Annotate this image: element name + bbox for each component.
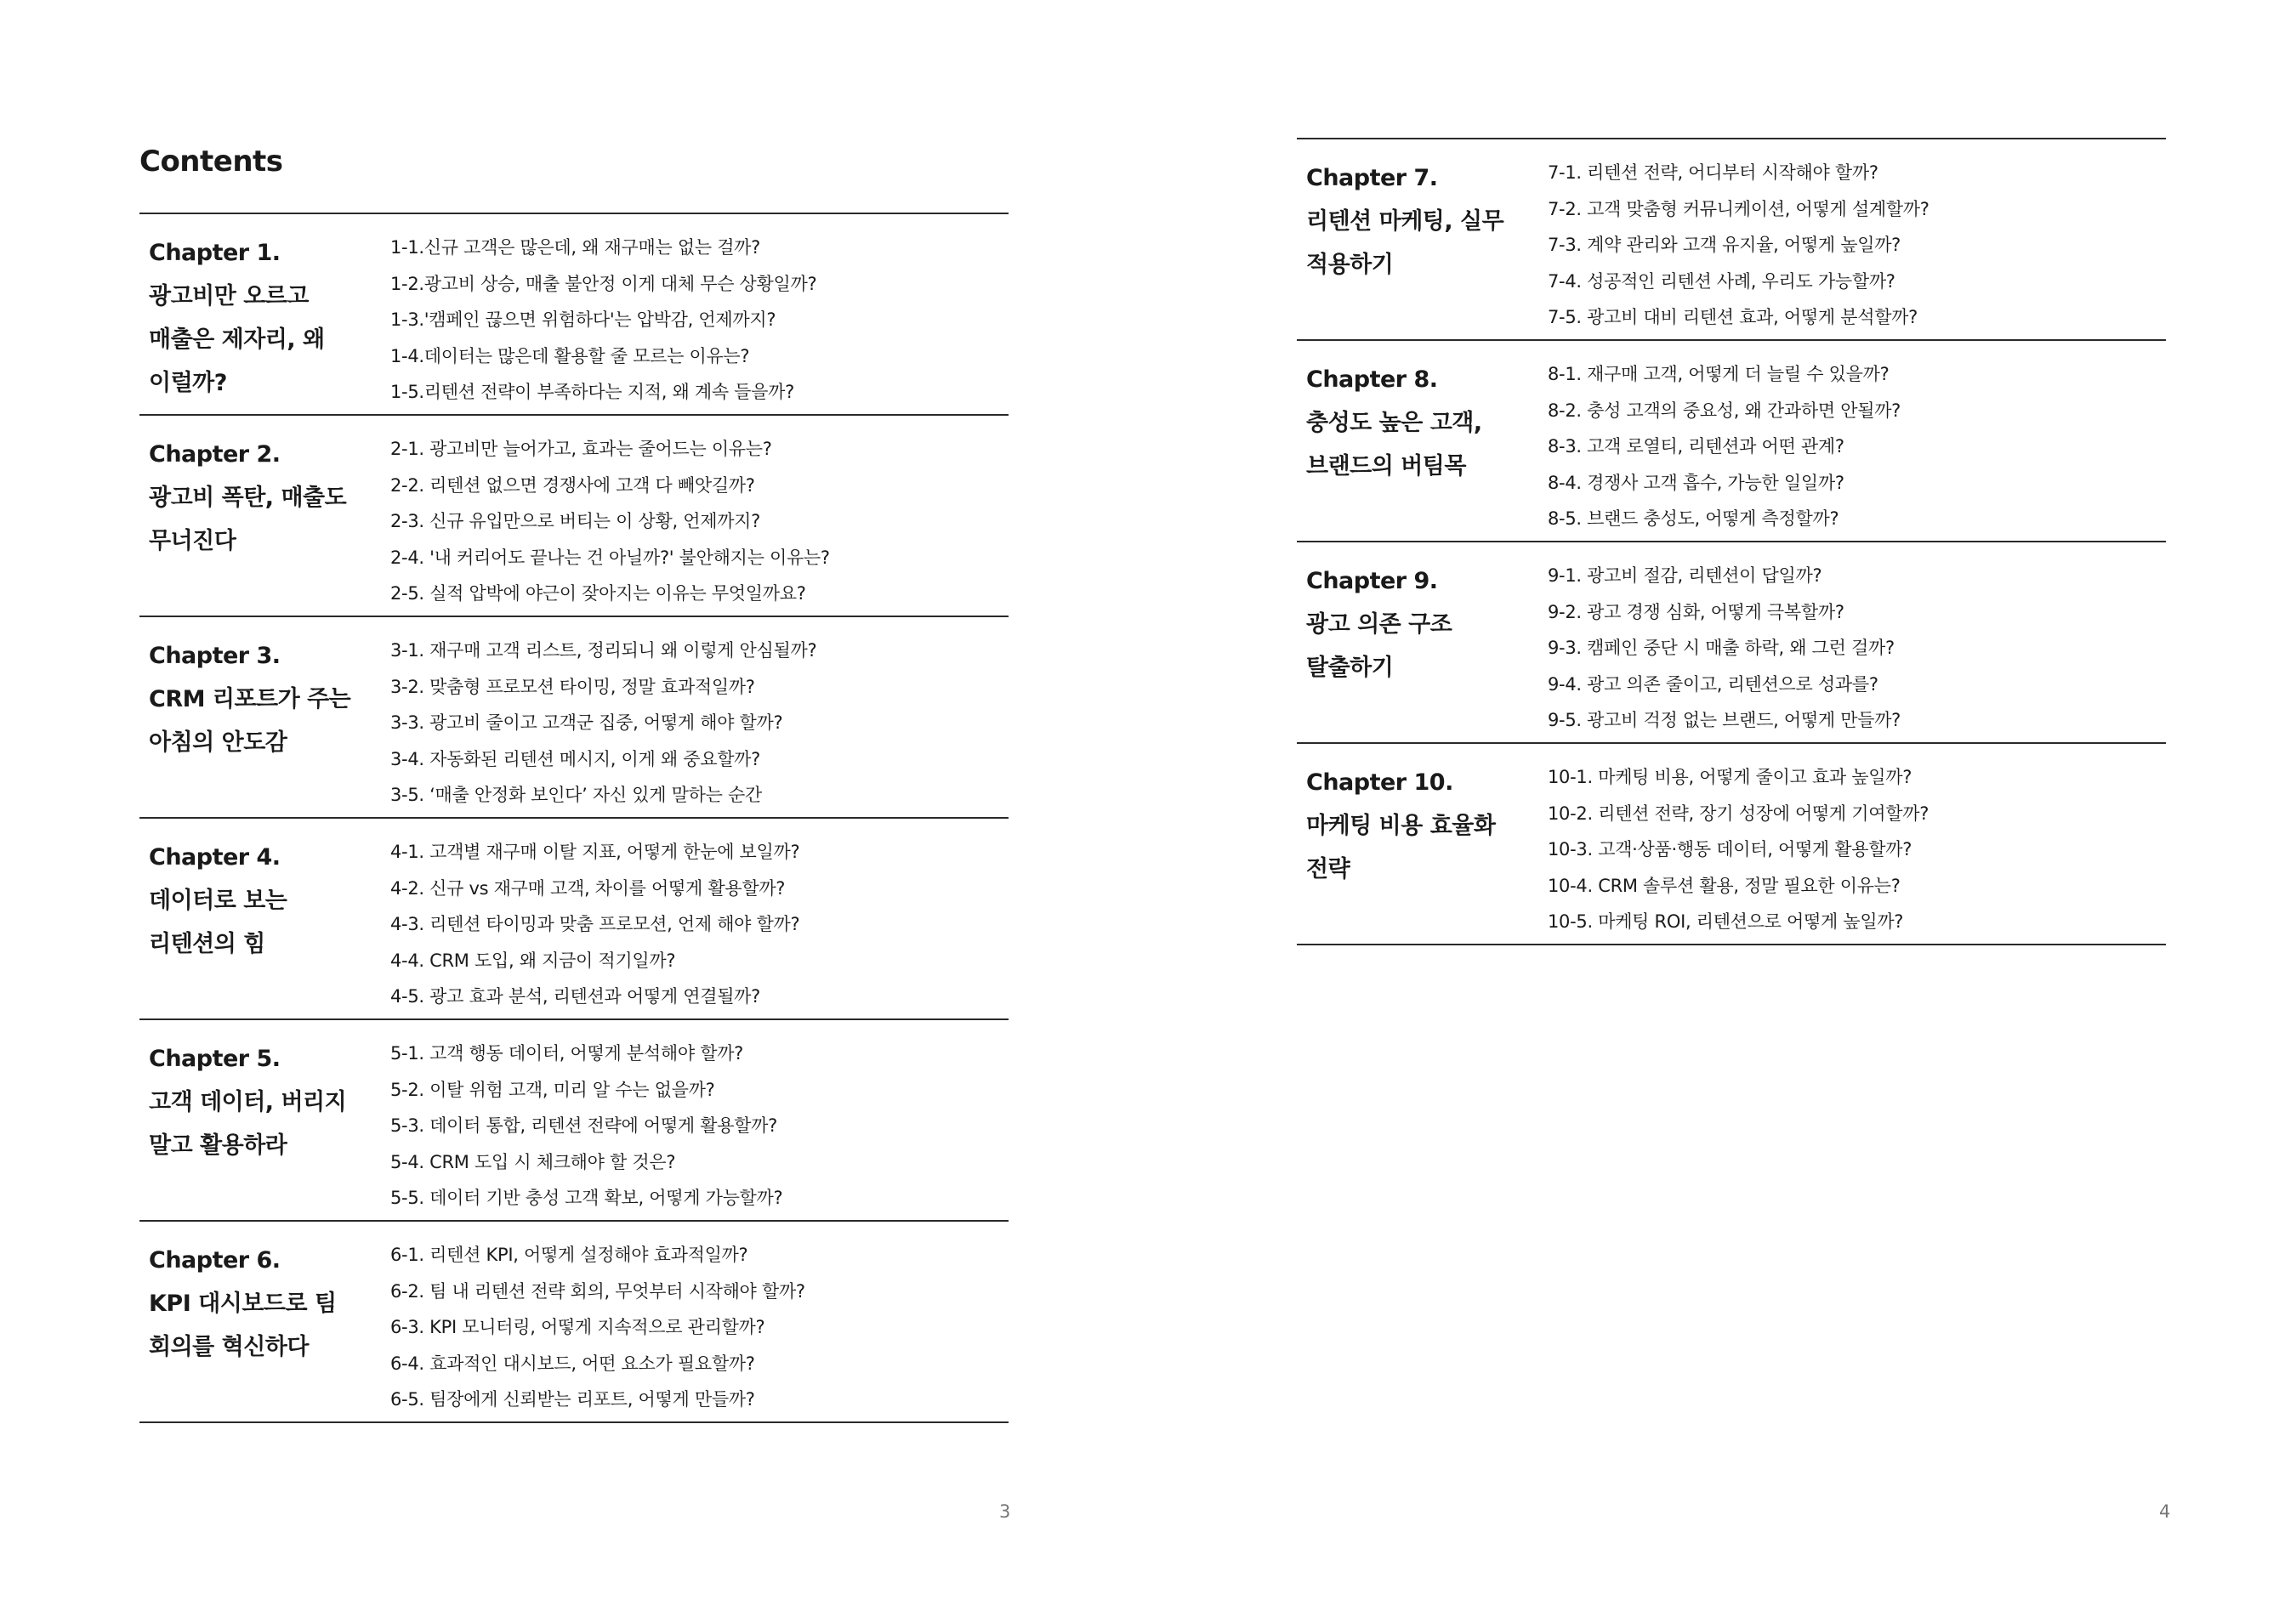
section-item: 1-4.데이터는 많은데 활용할 줄 모르는 이유는?	[390, 345, 750, 366]
section-item: 9-1. 광고비 절감, 리텐션이 답일까?	[1548, 565, 1822, 586]
section-list	[1548, 356, 1901, 537]
chapter-number: Chapter 2.	[149, 441, 281, 468]
section-list	[390, 230, 816, 411]
toc-right	[1297, 138, 2166, 945]
section-item: 4-4. CRM 도입, 왜 지금이 적기일까?	[390, 950, 676, 971]
section-item: 9-2. 광고 경쟁 심화, 어떻게 극복할까?	[1548, 601, 1844, 622]
section-item: 5-4. CRM 도입 시 체크해야 할 것은?	[390, 1151, 676, 1172]
section-list	[1548, 155, 1929, 336]
chapter-title: CRM 리포트가 주는 아침의 안도감	[149, 686, 351, 756]
chapter-number: Chapter 1.	[149, 240, 281, 266]
section-item: 7-4. 성공적인 리텐션 사례, 우리도 가능할까?	[1548, 270, 1895, 292]
section-item: 1-2.광고비 상승, 매출 불안정 이게 대체 무슨 상황일까?	[390, 273, 817, 294]
page-number: 3	[999, 1501, 1011, 1522]
section-item: 3-1. 재구매 고객 리스트, 정리되니 왜 이렇게 안심될까?	[390, 640, 817, 661]
section-item: 7-1. 리텐션 전략, 어디부터 시작해야 할까?	[1548, 162, 1878, 183]
chapter-title: 충성도 높은 고객, 브랜드의 버팀목	[1306, 410, 1482, 479]
chapter-number: Chapter 8.	[1306, 366, 1438, 393]
section-item: 9-3. 캠페인 중단 시 매출 하락, 왜 그런 걸까?	[1548, 638, 1895, 659]
chapter-number: Chapter 10.	[1306, 769, 1453, 796]
chapter-3	[139, 617, 1009, 819]
section-item: 3-5. ‘매출 안정화 보인다’ 자신 있게 말하는 순간	[390, 785, 762, 806]
chapter-1	[139, 214, 1009, 416]
section-item: 8-4. 경쟁사 고객 흡수, 가능한 일일까?	[1548, 472, 1844, 493]
section-item: 1-3.'캠페인 끊으면 위험하다'는 압박감, 언제까지?	[390, 309, 776, 331]
section-item: 3-2. 맞춤형 프로모션 타이밍, 정말 효과적일까?	[390, 676, 755, 697]
section-item: 6-2. 팀 내 리텐션 전략 회의, 무엇부터 시작해야 할까?	[390, 1280, 805, 1302]
contents-title: Contents	[139, 145, 283, 179]
right-page	[1148, 0, 2296, 1617]
chapter-title: 데이터로 보는 리텐션의 힘	[149, 888, 287, 957]
section-item: 10-4. CRM 솔루션 활용, 정말 필요한 이유는?	[1548, 875, 1901, 896]
chapter-number: Chapter 4.	[149, 844, 281, 871]
section-item: 3-3. 광고비 줄이고 고객군 집중, 어떻게 해야 할까?	[390, 712, 783, 734]
chapter-title: KPI 대시보드로 팀 회의를 혁신하다	[149, 1291, 337, 1360]
chapter-9	[1297, 542, 2166, 744]
chapter-title: 고객 데이터, 버리지 말고 활용하라	[149, 1089, 347, 1159]
section-item: 10-5. 마케팅 ROI, 리텐션으로 어떻게 높일까?	[1548, 911, 1904, 933]
section-item: 4-3. 리텐션 타이밍과 맞춤 프로모션, 언제 해야 할까?	[390, 914, 800, 935]
chapter-number: Chapter 5.	[149, 1046, 281, 1072]
section-item: 8-3. 고객 로열티, 리텐션과 어떤 관계?	[1548, 436, 1844, 457]
chapter-5	[139, 1020, 1009, 1222]
section-item: 4-5. 광고 효과 분석, 리텐션과 어떻게 연결될까?	[390, 986, 761, 1007]
section-item: 6-1. 리텐션 KPI, 어떻게 설정해야 효과적일까?	[390, 1245, 748, 1265]
section-item: 8-5. 브랜드 충성도, 어떻게 측정할까?	[1548, 508, 1839, 530]
section-item: 4-1. 고객별 재구매 이탈 지표, 어떻게 한눈에 보일까?	[390, 842, 800, 862]
section-item: 7-3. 계약 관리와 고객 유지율, 어떻게 높일까?	[1548, 235, 1901, 256]
chapter-4	[139, 819, 1009, 1020]
section-item: 1-5.리텐션 전략이 부족하다는 지적, 왜 계속 들을까?	[390, 382, 794, 403]
section-item: 2-3. 신규 유입만으로 버티는 이 상황, 언제까지?	[390, 511, 761, 532]
section-item: 6-4. 효과적인 대시보드, 어떤 요소가 필요할까?	[390, 1353, 755, 1374]
section-item: 2-5. 실적 압박에 야근이 잦아지는 이유는 무엇일까요?	[390, 583, 806, 604]
section-item: 6-5. 팀장에게 신뢰받는 리포트, 어떻게 만들까?	[390, 1389, 755, 1410]
chapter-number: Chapter 7.	[1306, 165, 1438, 191]
chapter-8	[1297, 341, 2166, 542]
chapter-number: Chapter 6.	[149, 1247, 281, 1274]
chapter-title: 광고비만 오르고 매출은 제자리, 왜 이럴까?	[149, 283, 325, 396]
section-item: 9-5. 광고비 걱정 없는 브랜드, 어떻게 만들까?	[1548, 710, 1901, 731]
section-item: 2-2. 리텐션 없으면 경쟁사에 고객 다 빼앗길까?	[390, 474, 755, 496]
page-number: 4	[2159, 1501, 2171, 1522]
section-item: 5-1. 고객 행동 데이터, 어떻게 분석해야 할까?	[390, 1043, 744, 1064]
section-item: 7-5. 광고비 대비 리텐션 효과, 어떻게 분석할까?	[1548, 307, 1918, 328]
section-item: 3-4. 자동화된 리텐션 메시지, 이게 왜 중요할까?	[390, 748, 761, 769]
chapter-10	[1297, 744, 2166, 945]
chapter-2	[139, 416, 1009, 617]
section-item: 5-5. 데이터 기반 충성 고객 확보, 어떻게 가능할까?	[390, 1188, 783, 1209]
section-list	[1548, 759, 1929, 940]
section-item: 4-2. 신규 vs 재구매 고객, 차이를 어떻게 활용할까?	[390, 877, 786, 899]
section-list	[1548, 558, 1901, 739]
section-item: 1-1.신규 고객은 많은데, 왜 재구매는 없는 걸까?	[390, 237, 761, 258]
section-list	[390, 431, 830, 612]
section-item: 8-2. 충성 고객의 중요성, 왜 간과하면 안될까?	[1548, 400, 1901, 421]
chapter-6	[139, 1222, 1009, 1423]
section-item: 9-4. 광고 의존 줄이고, 리텐션으로 성과를?	[1548, 673, 1878, 695]
section-item: 2-1. 광고비만 늘어가고, 효과는 줄어드는 이유는?	[390, 439, 772, 459]
chapter-title: 리텐션 마케팅, 실무 적용하기	[1306, 208, 1504, 278]
section-list	[390, 633, 816, 814]
section-item: 6-3. KPI 모니터링, 어떻게 지속적으로 관리할까?	[390, 1317, 765, 1338]
section-item: 10-1. 마케팅 비용, 어떻게 줄이고 효과 높일까?	[1548, 767, 1912, 787]
section-item: 8-1. 재구매 고객, 어떻게 더 늘릴 수 있을까?	[1548, 364, 1890, 384]
chapter-number: Chapter 3.	[149, 643, 281, 669]
section-item: 5-2. 이탈 위험 고객, 미리 알 수는 없을까?	[390, 1079, 715, 1100]
section-item: 7-2. 고객 맞춤형 커뮤니케이션, 어떻게 설계할까?	[1548, 198, 1929, 219]
section-list	[390, 1035, 782, 1217]
section-item: 5-3. 데이터 통합, 리텐션 전략에 어떻게 활용할까?	[390, 1115, 777, 1137]
section-list	[390, 834, 799, 1015]
section-list	[390, 1237, 805, 1418]
chapter-number: Chapter 9.	[1306, 568, 1438, 594]
section-item: 10-3. 고객·상품·행동 데이터, 어떻게 활용할까?	[1548, 839, 1912, 860]
chapter-title: 마케팅 비용 효율화 전략	[1306, 813, 1496, 882]
chapter-title: 광고비 폭탄, 매출도 무너진다	[149, 485, 347, 554]
chapter-7	[1297, 139, 2166, 341]
chapter-title: 광고 의존 구조 탈출하기	[1306, 611, 1452, 681]
toc-left	[139, 213, 1009, 1423]
section-item: 2-4. '내 커리어도 끝나는 건 아닐까?' 불안해지는 이유는?	[390, 547, 830, 568]
section-item: 10-2. 리텐션 전략, 장기 성장에 어떻게 기여할까?	[1548, 803, 1929, 824]
